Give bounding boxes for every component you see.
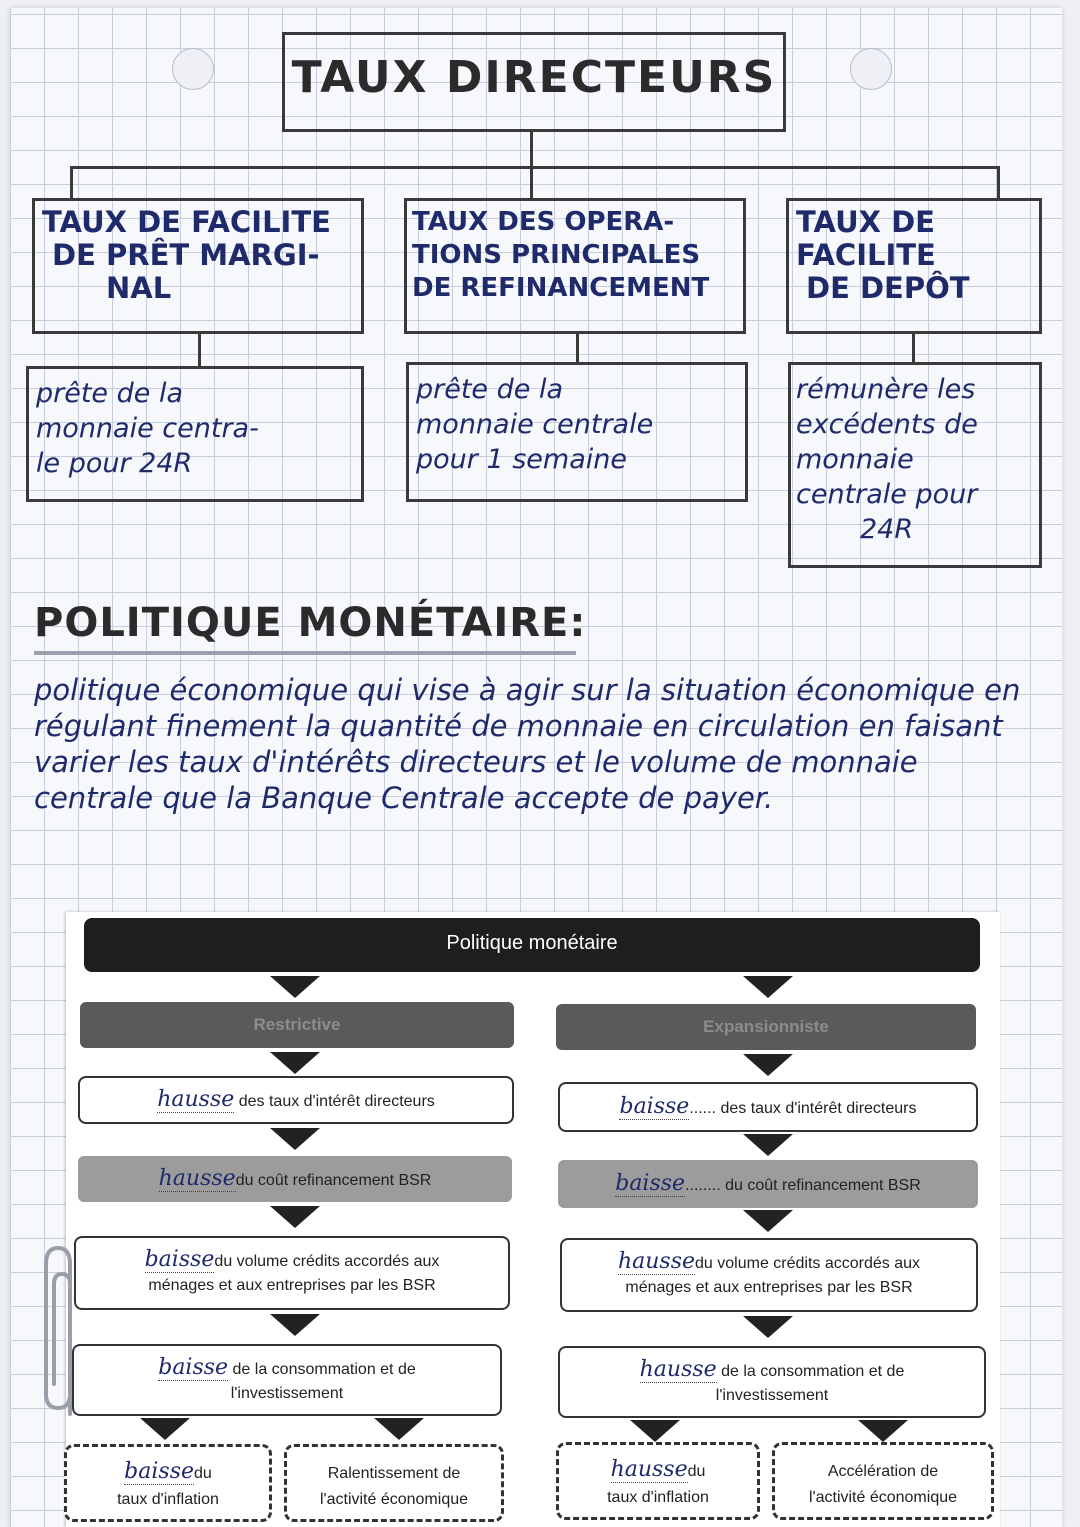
- diagram-header: Politique monétaire: [84, 918, 980, 972]
- fill-in-answer: hausse: [157, 1087, 235, 1112]
- arrow-down-icon: [270, 1206, 320, 1228]
- fill-in-answer: baisse: [615, 1171, 686, 1196]
- page-title: TAUX DIRECTEURS: [291, 52, 777, 103]
- fill-in-answer: baisse: [124, 1459, 195, 1484]
- policy-type-expansionary: Expansionniste: [556, 1004, 976, 1050]
- expansionary-outcome-activity: Accélération de l'activité économique: [772, 1442, 994, 1520]
- arrow-down-icon: [743, 1210, 793, 1232]
- expansionary-step-refinancing: baisse........ du coût refinancement BSR: [558, 1160, 978, 1208]
- arrow-down-icon: [140, 1418, 190, 1440]
- connector-middle: [576, 334, 579, 364]
- expansionary-outcome-inflation: haussedu taux d'inflation: [556, 1442, 760, 1520]
- arrow-down-icon: [743, 1054, 793, 1076]
- restrictive-outcome-inflation: baissedu taux d'inflation: [64, 1444, 272, 1522]
- section-underline: [34, 651, 576, 655]
- restrictive-outcome-activity: Ralentissement de l'activité économique: [284, 1444, 504, 1522]
- tree-leg-right: [997, 166, 1000, 200]
- tree-leg-left: [70, 166, 73, 200]
- arrow-down-icon: [270, 976, 320, 998]
- definition-text: politique économique qui vise à agir sur la situation économique en régulant finement la quantité de monnaie en circulation en faisant varier les taux d'intérêts directeurs et le volume de monnaie centrale que la Banque Centrale accepte de payer.: [34, 673, 1021, 815]
- fill-in-answer: baisse: [144, 1247, 215, 1272]
- connector-right: [912, 334, 915, 364]
- fill-in-answer: baisse: [158, 1355, 229, 1380]
- category-label-deposit-facility: TAUX DE FACILITE DE DEPÔT: [796, 205, 970, 305]
- section-title: POLITIQUE MONÉTAIRE:: [34, 600, 587, 646]
- restrictive-step-consumption: baisse de la consommation et de l'investissement: [72, 1344, 502, 1416]
- arrow-down-icon: [270, 1128, 320, 1150]
- arrow-down-icon: [270, 1052, 320, 1074]
- expansionary-step-rates: baisse...... des taux d'intérêt directeurs: [558, 1082, 978, 1132]
- arrow-down-icon: [743, 1134, 793, 1156]
- arrow-down-icon: [743, 976, 793, 998]
- punch-hole-left: [172, 48, 214, 90]
- expansionary-step-credit: haussedu volume crédits accordés aux ménages et aux entreprises par les BSR: [560, 1238, 978, 1312]
- fill-in-answer: baisse: [619, 1094, 690, 1119]
- punch-hole-right: [850, 48, 892, 90]
- expansionary-step-consumption: hausse de la consommation et de l'investissement: [558, 1346, 986, 1418]
- tree-leg-middle: [530, 166, 533, 200]
- fill-in-answer: hausse: [639, 1357, 717, 1382]
- arrow-down-icon: [374, 1418, 424, 1440]
- restrictive-step-rates: hausse des taux d'intérêt directeurs: [78, 1076, 514, 1124]
- paper-clip-icon: [40, 1244, 86, 1419]
- arrow-down-icon: [743, 1316, 793, 1338]
- arrow-down-icon: [858, 1420, 908, 1442]
- tree-branch: [70, 166, 1000, 169]
- fill-in-answer: hausse: [617, 1249, 696, 1274]
- desc-deposit-facility: rémunère les excédents de monnaie centrale pour 24R: [796, 374, 978, 545]
- arrow-down-icon: [630, 1420, 680, 1442]
- desc-main-refinancing: prête de la monnaie centrale pour 1 semaine: [416, 374, 654, 475]
- fill-in-answer: hausse: [610, 1457, 688, 1482]
- category-label-main-refinancing: TAUX DES OPERA- TIONS PRINCIPALES DE REFINANCEMENT: [412, 207, 710, 303]
- restrictive-step-credit: baissedu volume crédits accordés aux ménages et aux entreprises par les BSR: [74, 1236, 510, 1310]
- restrictive-step-refinancing: haussedu coût refinancement BSR: [78, 1156, 512, 1202]
- connector-left: [198, 334, 201, 368]
- desc-marginal-lending: prête de la monnaie centra- le pour 24R: [36, 378, 259, 479]
- fill-in-answer: hausse: [158, 1166, 236, 1191]
- arrow-down-icon: [270, 1314, 320, 1336]
- policy-type-restrictive: Restrictive: [80, 1002, 514, 1048]
- tree-trunk: [530, 132, 533, 168]
- category-label-marginal-lending: TAUX DE FACILITE DE PRÊT MARGI- NAL: [42, 205, 331, 305]
